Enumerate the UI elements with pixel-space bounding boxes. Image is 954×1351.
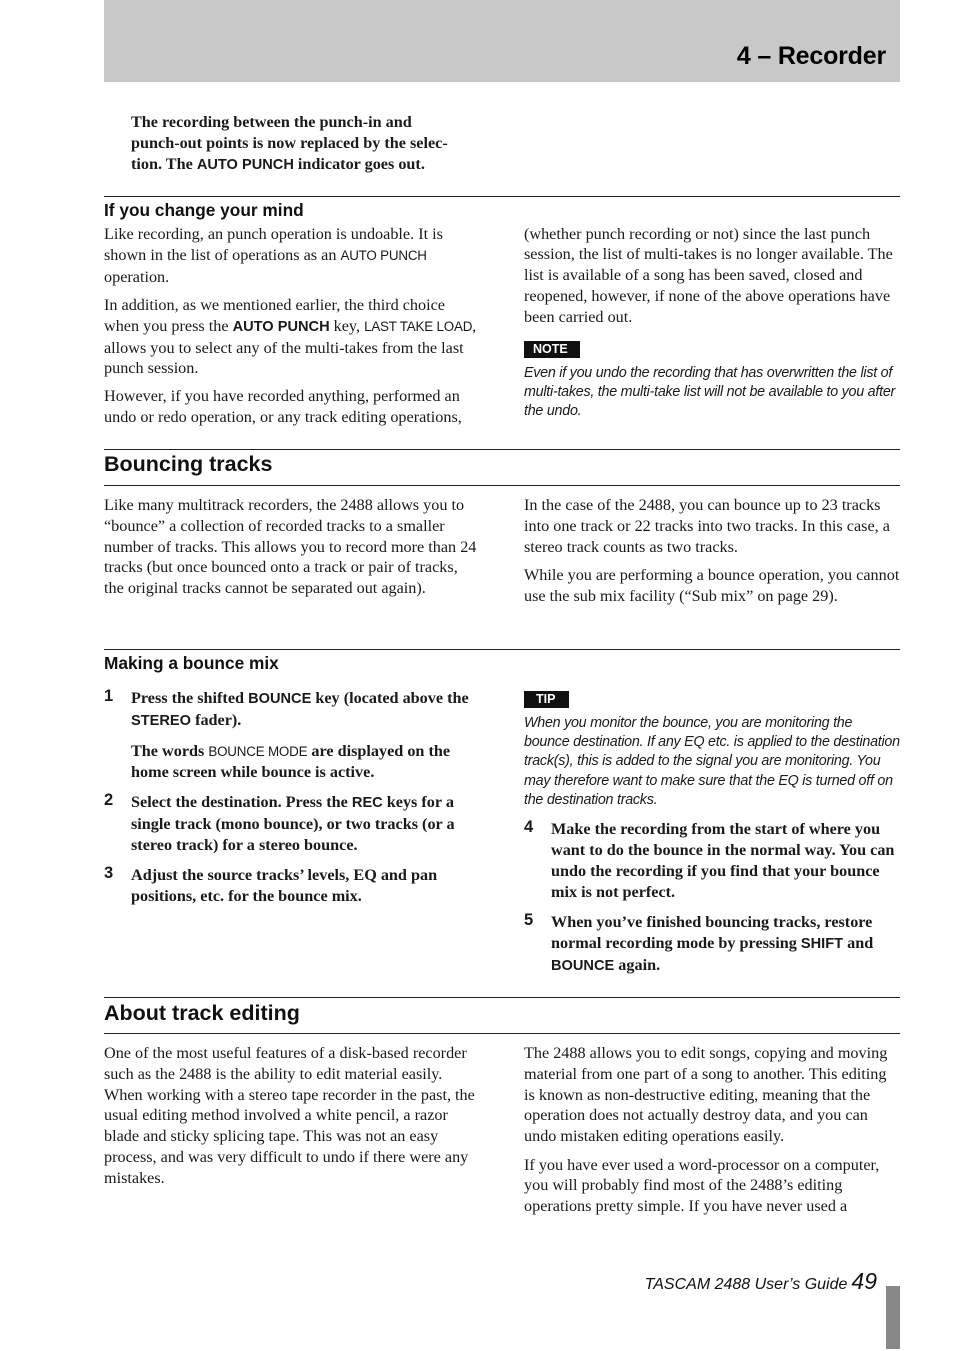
page-edge-tab xyxy=(886,1286,900,1349)
step-1: 1 Press the shifted BOUNCE key (located above the STEREO fader). xyxy=(104,687,469,729)
chapter-title: 4 – Recorder xyxy=(736,42,886,70)
editing-right-column xyxy=(524,1043,900,1225)
step-5: 5 When you’ve finished bouncing tracks, restore normal recording mode by pressing SHIFT and BOUNCE again. xyxy=(524,911,874,975)
page-number: 49 xyxy=(851,1268,877,1294)
step-number: 4 xyxy=(524,818,534,837)
auto-punch-key: AUTO PUNCH xyxy=(196,156,294,173)
bounce-left-column xyxy=(104,495,480,607)
step-number: 2 xyxy=(104,791,114,809)
section-divider xyxy=(104,997,900,998)
editing-left-column xyxy=(104,1043,480,1196)
bounce-mode-label: BOUNCE MODE xyxy=(208,744,308,759)
auto-punch-key: AUTO PUNCH xyxy=(232,318,330,335)
word-processor-paragraph: If you have ever used a word-processor on a computer, you will probably find most of the 2488’s editing operations pretty simple. If you have never used a xyxy=(524,1155,880,1216)
step-4: 4 Make the recording from the start of where you want to do the bounce in the normal way. You can undo the recording if you find that your bounce mix is not perfect. xyxy=(524,818,895,902)
tip-text: When you monitor the bounce, you are monitoring the bounce destination. If any EQ etc. is applied to the destination track(s), this is added to the signal you are monitoring. You may therefore want to make sure that the EQ is turned off on the destination tracks. xyxy=(524,715,900,808)
rec-key: REC xyxy=(351,795,383,811)
section-divider xyxy=(104,449,900,450)
last-take-paragraph: In addition, as we mentioned earlier, the third choice when you press the AUTO PUNCH key, LAST TAKE LOAD, allows you to select any of the multi-takes from the last punch session. xyxy=(104,295,477,378)
step-number: 1 xyxy=(104,687,114,705)
section-divider xyxy=(104,196,900,197)
bounce-submix-paragraph: While you are performing a bounce operation, you cannot use the sub mix facility (“Sub mix” on page 29). xyxy=(524,565,900,605)
guide-title: TASCAM 2488 User’s Guide xyxy=(644,1276,848,1293)
section-divider xyxy=(104,1033,900,1034)
section-divider xyxy=(104,485,900,486)
shift-key: SHIFT xyxy=(800,936,844,953)
bounce-key: BOUNCE xyxy=(551,958,615,975)
section-heading-change-mind: If you change your mind xyxy=(104,200,304,220)
section-heading-bouncing-tracks: Bouncing tracks xyxy=(104,452,273,476)
page-footer xyxy=(645,1268,877,1295)
chapter-header-band xyxy=(104,0,900,82)
note-box xyxy=(524,340,900,422)
bounce-steps-right xyxy=(524,690,900,986)
bounce-key: BOUNCE xyxy=(248,691,312,707)
bounce-right-column xyxy=(524,495,900,614)
punch-result-text: The recording between the punch-in and punch-out points is now replaced by the selec- tion. The AUTO PUNCH indicator goes out. xyxy=(131,113,448,173)
bounce-intro-paragraph: Like many multitrack recorders, the 2488 allows you to “bounce” a collection of recorded tracks to a smaller number of tracks. This allows you to record more than 24 tracks (but once bounced onto a track or pair of tracks, the original tracks cannot be separated out again). xyxy=(104,496,477,598)
editing-intro-paragraph: One of the most useful features of a disk-based recorder such as the 2488 is the ability to edit material easily. When working with a stereo tape recorder in the past, the usual editing method involved a white pencil, a razor blade and sticky splicing tape. This was not an easy process, and was very difficult to undo if there were any mistakes. xyxy=(104,1044,475,1187)
section-heading-making-bounce-mix: Making a bounce mix xyxy=(104,653,279,673)
bounce-steps-left xyxy=(104,688,480,916)
bounce-capacity-paragraph: In the case of the 2488, you can bounce up to 23 tracks into one track or 22 tracks into two tracks. In this case, a stereo track counts as two tracks. xyxy=(524,496,890,556)
change-mind-left-column xyxy=(104,224,480,387)
section-divider xyxy=(104,649,900,650)
multi-take-paragraph-start: However, if you have recorded anything, performed an undo or redo operation, or any track editing operations, xyxy=(104,387,462,426)
step-2: 2 Select the destination. Press the REC keys for a single track (mono bounce), or two tracks (or a stereo track) for a stereo bounce. xyxy=(104,791,455,854)
undo-paragraph: Like recording, an punch operation is undoable. It is shown in the list of operations as an AUTO PUNCH operation. xyxy=(104,225,443,286)
step-3: 3 Adjust the source tracks’ levels, EQ and pan positions, etc. for the bounce mix. xyxy=(104,864,438,905)
stereo-key: STEREO xyxy=(131,713,192,729)
non-destructive-paragraph: The 2488 allows you to edit songs, copying and moving material from one part of a song to another. This editing is known as non-destructive editing, meaning that the operation does not actually destroy data, and you can undo mistaken editing operations easily. xyxy=(524,1044,888,1146)
section-heading-track-editing: About track editing xyxy=(104,1001,300,1025)
multi-take-paragraph-continued: (whether punch recording or not) since the last punch session, the list of multi-takes is no longer available. The list is available of a song has been saved, closed and reopened, however, if none of the above operations have been carried out. xyxy=(524,224,893,326)
note-label: NOTE xyxy=(524,341,580,358)
step-number: 5 xyxy=(524,911,534,930)
last-take-load-label: LAST TAKE LOAD xyxy=(364,318,473,334)
tip-label: TIP xyxy=(524,691,569,708)
note-text: Even if you undo the recording that has overwritten the list of multi-takes, the multi-take list will not be available to you after the undo. xyxy=(524,365,896,420)
step-1-detail: The words BOUNCE MODE are displayed on the home screen while bounce is active. xyxy=(131,742,451,781)
step-number: 3 xyxy=(104,864,114,882)
auto-punch-op-label: AUTO PUNCH xyxy=(340,247,427,263)
